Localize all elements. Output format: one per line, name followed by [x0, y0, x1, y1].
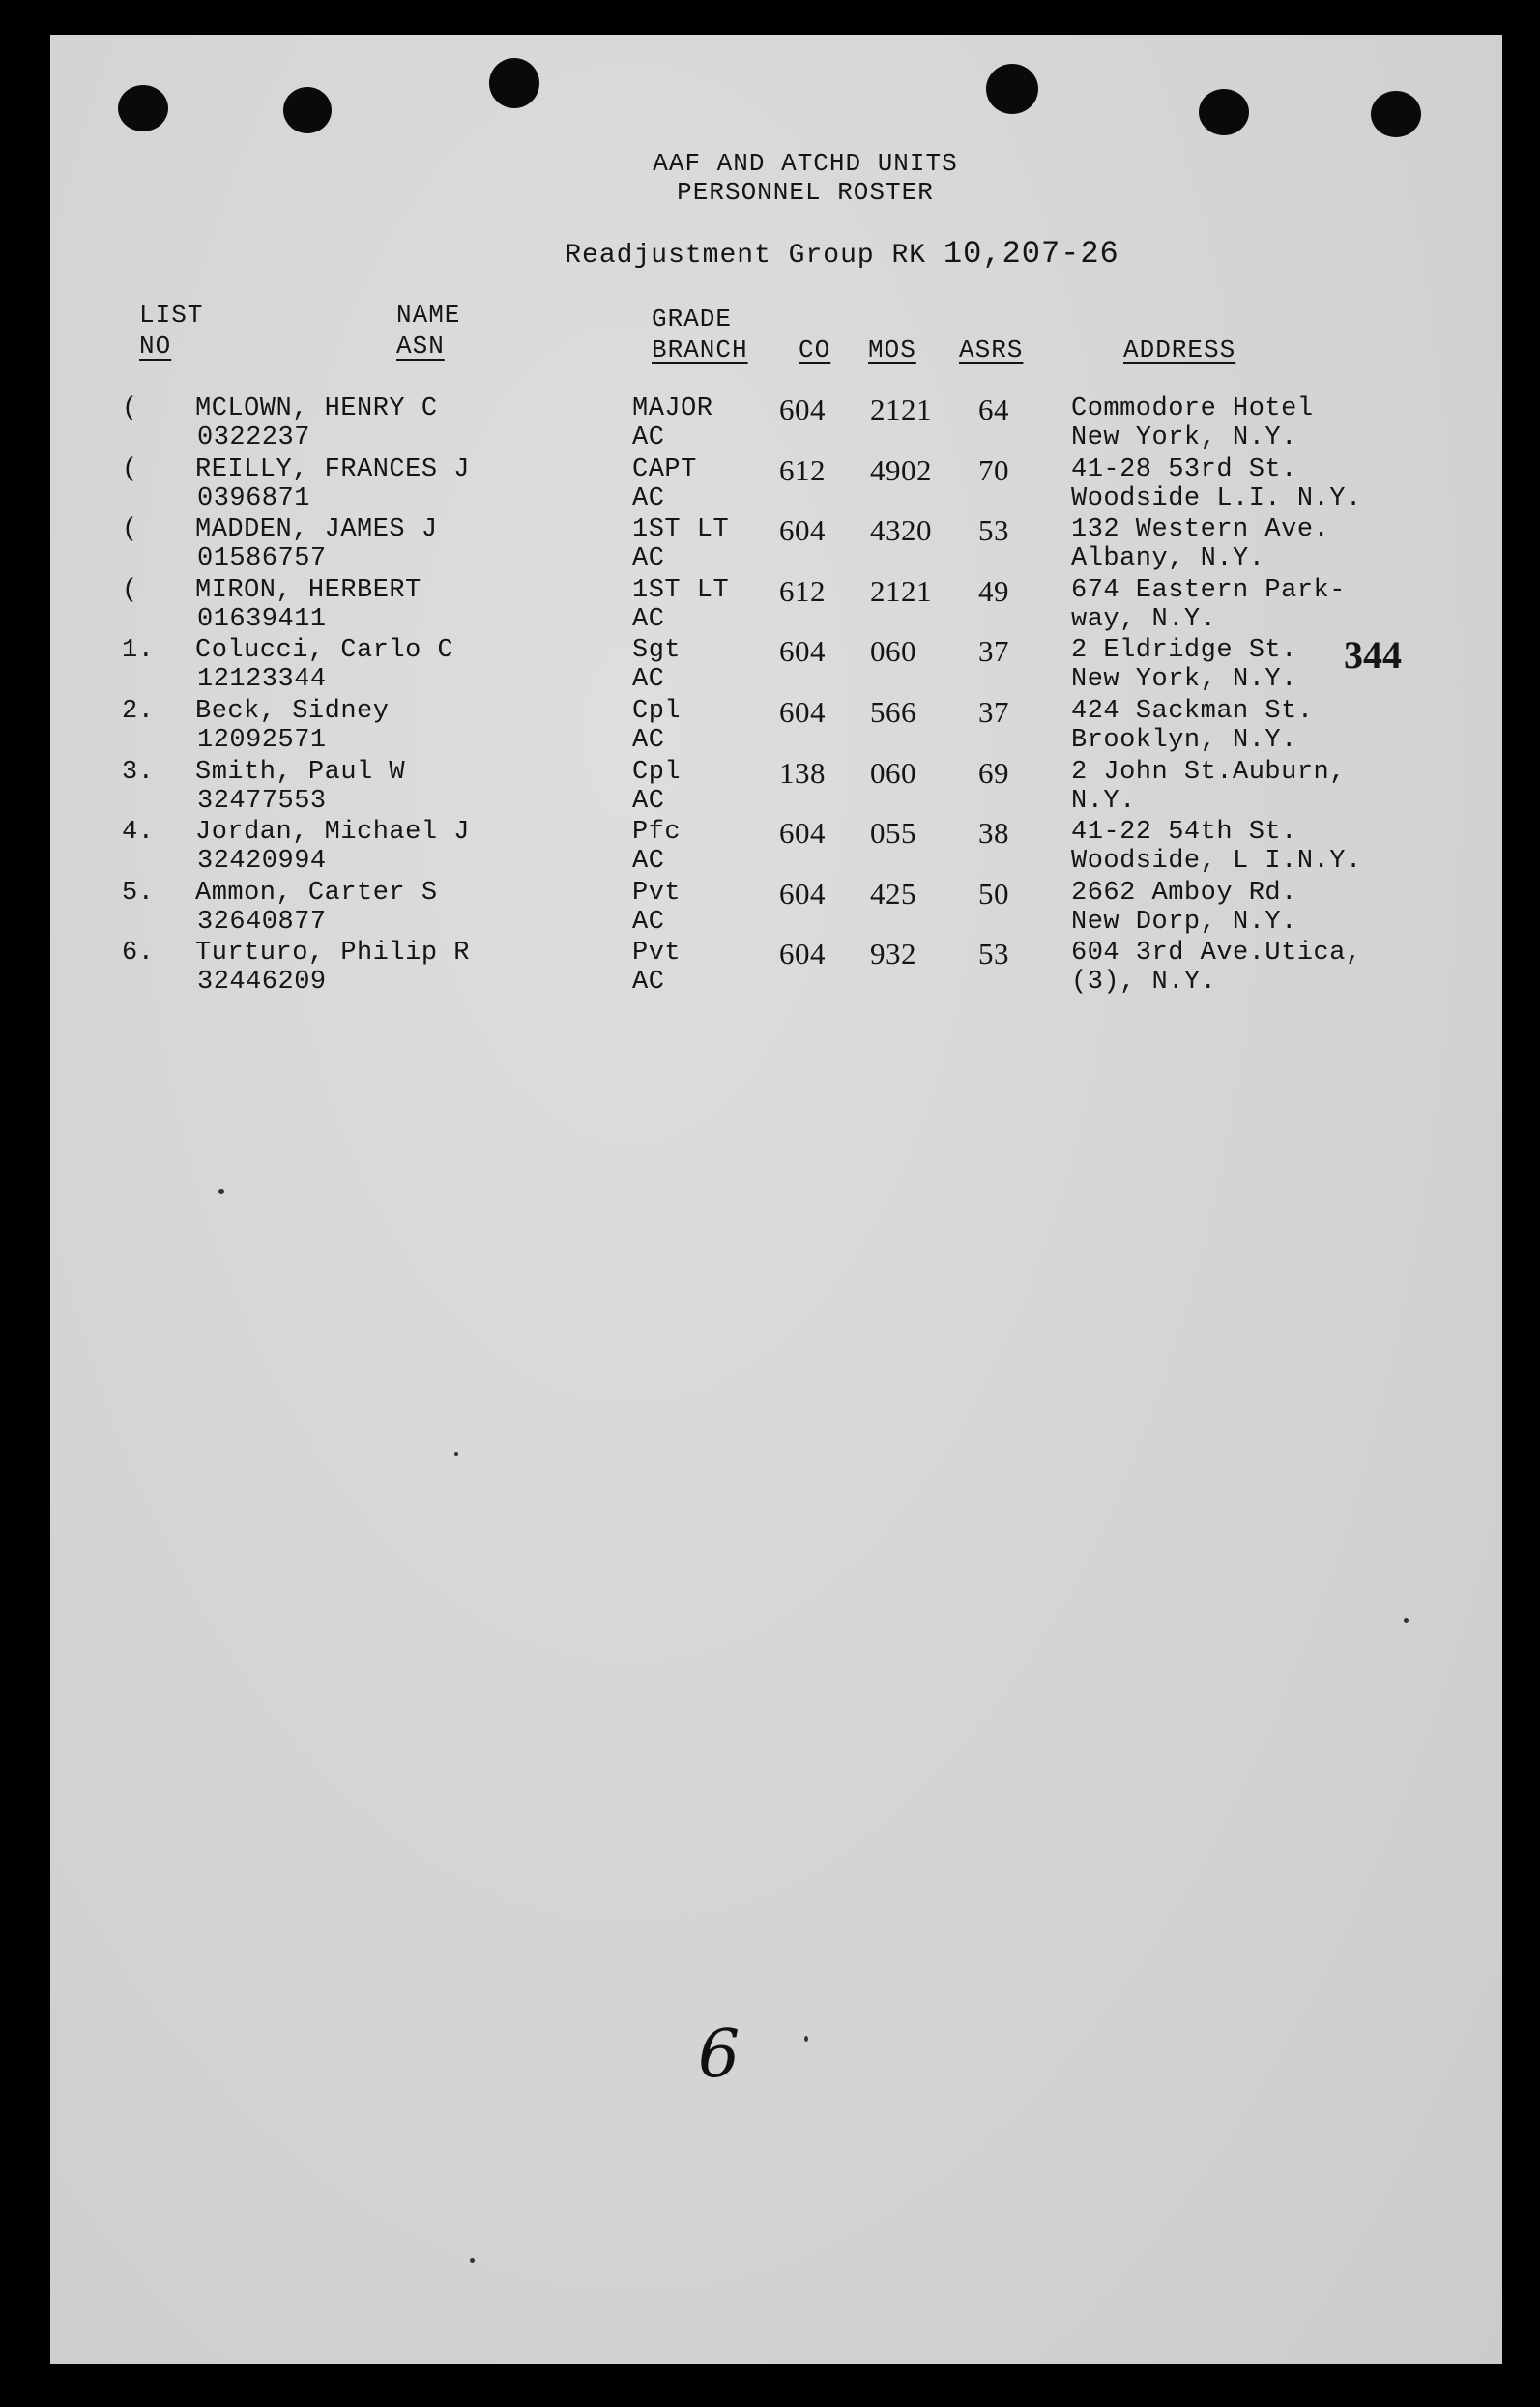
roster-grade-cell: Cpl [632, 758, 682, 787]
roster-asn-cell: 0322237 [197, 423, 310, 452]
roster-name-cell: Turturo, Philip R [195, 939, 470, 968]
roster-co-cell: 612 [779, 574, 826, 608]
roster-co-cell: 604 [779, 937, 826, 971]
roster-asn-cell: 32640877 [197, 908, 327, 937]
roster-asrs-cell: 53 [978, 513, 1009, 547]
roster-no-cell: ( [122, 394, 138, 423]
roster-no-cell: ( [122, 515, 138, 544]
roster-name-cell: Beck, Sidney [195, 697, 390, 726]
col-header-grade [652, 304, 748, 365]
roster-mos-cell: 055 [870, 816, 916, 850]
roster-no-cell: ( [122, 455, 138, 484]
roster-asn-cell: 32477553 [197, 787, 327, 816]
roster-addr1-cell: 41-28 53rd St. [1071, 455, 1297, 484]
roster-addr1-cell: 132 Western Ave. [1071, 515, 1330, 544]
roster-mos-cell: 932 [870, 937, 916, 971]
roster-mos-cell: 2121 [870, 392, 932, 426]
col-header-name-bottom: ASN [396, 332, 445, 361]
roster-mos-cell: 566 [870, 695, 916, 729]
roster-grade-cell: MAJOR [632, 394, 713, 423]
col-header-name [396, 300, 460, 362]
punch-hole [986, 64, 1038, 114]
roster-asn-cell: 01639411 [197, 605, 327, 634]
roster-branch-cell: AC [632, 544, 665, 573]
roster-asn-cell: 0396871 [197, 484, 310, 513]
punch-hole [283, 87, 332, 133]
roster-branch-cell: AC [632, 726, 665, 755]
roster-name-cell: Smith, Paul W [195, 758, 406, 787]
roster-mos-cell: 060 [870, 634, 916, 668]
roster-branch-cell: AC [632, 605, 665, 634]
roster-addr1-cell: 424 Sackman St. [1071, 697, 1314, 726]
roster-addr1-cell: 2 John St.Auburn, [1071, 758, 1346, 787]
speck [1404, 1618, 1409, 1623]
roster-addr2-cell: way, N.Y. [1071, 605, 1217, 634]
roster-addr2-cell: New York, N.Y. [1071, 423, 1297, 452]
roster-title-line2: PERSONNEL ROSTER [677, 178, 934, 207]
roster-branch-cell: AC [632, 908, 665, 937]
roster-mos-cell: 2121 [870, 574, 932, 608]
roster-name-cell: Jordan, Michael J [195, 818, 470, 847]
roster-asrs-cell: 70 [978, 453, 1009, 487]
roster-asrs-cell: 37 [978, 634, 1009, 668]
roster-branch-cell: AC [632, 665, 665, 694]
roster-co-cell: 604 [779, 392, 826, 426]
handwritten-mark: 6 [698, 2016, 741, 2093]
roster-addr1-cell: 674 Eastern Park- [1071, 576, 1346, 605]
roster-asn-cell: 01586757 [197, 544, 327, 573]
roster-co-cell: 604 [779, 877, 826, 911]
roster-no-cell: 6. [122, 939, 155, 968]
roster-branch-cell: AC [632, 484, 665, 513]
roster-page [50, 35, 1502, 2364]
roster-addr2-cell: Woodside, L I.N.Y. [1071, 847, 1362, 876]
col-header-address: ADDRESS [1123, 335, 1236, 364]
roster-grade-cell: Sgt [632, 636, 682, 665]
roster-no-cell: 5. [122, 879, 155, 908]
roster-asrs-cell: 37 [978, 695, 1009, 729]
roster-co-cell: 604 [779, 634, 826, 668]
readjustment-group-line [116, 236, 1540, 272]
roster-no-cell: ( [122, 576, 138, 605]
roster-no-cell: 2. [122, 697, 155, 726]
roster-name-cell: MIRON, HERBERT [195, 576, 421, 605]
roster-name-cell: MADDEN, JAMES J [195, 515, 438, 544]
roster-branch-cell: AC [632, 968, 665, 997]
roster-asn-cell: 12123344 [197, 665, 327, 694]
roster-addr1-cell: 2 Eldridge St. [1071, 636, 1297, 665]
col-header-co: CO [799, 335, 831, 364]
col-header-list-bottom: NO [139, 332, 172, 361]
roster-addr2-cell: Brooklyn, N.Y. [1071, 726, 1297, 755]
col-header-grade-top: GRADE [652, 304, 733, 334]
roster-addr1-cell: 2662 Amboy Rd. [1071, 879, 1297, 908]
roster-co-cell: 604 [779, 513, 826, 547]
roster-grade-cell: 1ST LT [632, 576, 730, 605]
roster-title-line1: AAF AND ATCHD UNITS [653, 149, 958, 178]
roster-no-cell: 4. [122, 818, 155, 847]
roster-grade-cell: 1ST LT [632, 515, 730, 544]
col-header-name-top: NAME [396, 301, 461, 330]
roster-name-cell: Colucci, Carlo C [195, 636, 454, 665]
roster-asrs-cell: 49 [978, 574, 1009, 608]
roster-mos-cell: 060 [870, 756, 916, 790]
roster-branch-cell: AC [632, 847, 665, 876]
roster-grade-cell: Cpl [632, 697, 682, 726]
group-number: 10,207-26 [943, 236, 1119, 272]
punch-hole [489, 58, 539, 108]
page-stamp-number: 344 [1344, 633, 1402, 677]
speck [804, 2036, 808, 2042]
roster-mos-cell: 4320 [870, 513, 932, 547]
roster-addr2-cell: N.Y. [1071, 787, 1136, 816]
roster-grade-cell: Pvt [632, 939, 682, 968]
roster-mos-cell: 425 [870, 877, 916, 911]
roster-addr1-cell: 41-22 54th St. [1071, 818, 1297, 847]
speck [454, 1452, 458, 1456]
roster-name-cell: REILLY, FRANCES J [195, 455, 470, 484]
roster-asrs-cell: 38 [978, 816, 1009, 850]
roster-asn-cell: 32420994 [197, 847, 327, 876]
punch-hole [1199, 89, 1249, 135]
roster-asrs-cell: 64 [978, 392, 1009, 426]
speck [470, 2258, 475, 2263]
roster-asrs-cell: 50 [978, 877, 1009, 911]
roster-grade-cell: Pvt [632, 879, 682, 908]
roster-addr2-cell: Woodside L.I. N.Y. [1071, 484, 1362, 513]
roster-co-cell: 604 [779, 816, 826, 850]
roster-addr2-cell: New Dorp, N.Y. [1071, 908, 1297, 937]
speck [218, 1189, 224, 1194]
roster-asn-cell: 12092571 [197, 726, 327, 755]
roster-addr2-cell: Albany, N.Y. [1071, 544, 1265, 573]
col-header-asrs: ASRS [959, 335, 1024, 364]
roster-co-cell: 138 [779, 756, 826, 790]
punch-hole [1371, 91, 1421, 137]
roster-name-cell: Ammon, Carter S [195, 879, 438, 908]
roster-no-cell: 3. [122, 758, 155, 787]
roster-branch-cell: AC [632, 423, 665, 452]
roster-branch-cell: AC [632, 787, 665, 816]
col-header-grade-bottom: BRANCH [652, 335, 748, 364]
roster-addr1-cell: Commodore Hotel [1071, 394, 1314, 423]
roster-co-cell: 612 [779, 453, 826, 487]
roster-asrs-cell: 53 [978, 937, 1009, 971]
roster-grade-cell: Pfc [632, 818, 682, 847]
roster-asrs-cell: 69 [978, 756, 1009, 790]
roster-mos-cell: 4902 [870, 453, 932, 487]
group-label: Readjustment Group RK [565, 241, 927, 271]
roster-addr2-cell: New York, N.Y. [1071, 665, 1297, 694]
roster-addr2-cell: (3), N.Y. [1071, 968, 1217, 997]
col-header-mos: MOS [868, 335, 916, 364]
roster-co-cell: 604 [779, 695, 826, 729]
roster-addr1-cell: 604 3rd Ave.Utica, [1071, 939, 1362, 968]
roster-asn-cell: 32446209 [197, 968, 327, 997]
col-header-list [139, 300, 203, 362]
col-header-list-top: LIST [139, 301, 204, 330]
roster-no-cell: 1. [122, 636, 155, 665]
roster-name-cell: MCLOWN, HENRY C [195, 394, 438, 423]
punch-hole [118, 85, 168, 131]
roster-grade-cell: CAPT [632, 455, 697, 484]
